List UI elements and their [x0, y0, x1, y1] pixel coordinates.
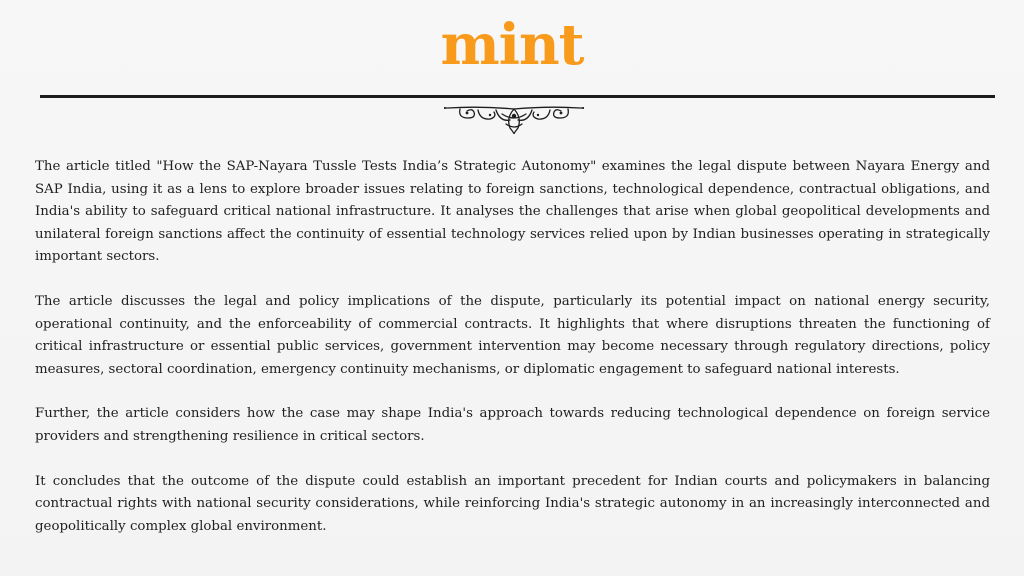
header-rule [40, 95, 995, 98]
paragraph-2: The article discusses the legal and policy implications of the dispute, particularly its potential impact on national energy security, operational continuity, and the enforceability of commercial contracts. It highlights that where disruptions threaten the functioning of critical infrastructure or essential public services, government intervention may become necessary through regulatory directions, policy measures, sectoral coordination, emergency continuity mechanisms, or diplomatic engagement to safeguard national interests. [35, 293, 990, 377]
mint-logo: mint [440, 12, 584, 78]
flourish-divider-icon [440, 100, 588, 136]
article-summary [35, 156, 990, 560]
paragraph-1: The article titled "How the SAP-Nayara Tussle Tests India’s Strategic Autonomy" examines the legal dispute between Nayara Energy and SAP India, using it as a lens to explore broader issues relating to foreign sanctions, technological dependence, contractual obligations, and India's ability to safeguard critical national infrastructure. It analyses the challenges that arise when global geopolitical developments and unilateral foreign sanctions affect the continuity of essential technology services relied upon by Indian businesses operating in strategically important sectors. [35, 159, 990, 265]
paragraph-4: It concludes that the outcome of the dispute could establish an important precedent for Indian courts and policymakers in balancing contractual rights with national security considerations, while reinforcing India's strategic autonomy in an increasingly interconnected and geopolitically complex global environment. [35, 473, 990, 534]
paragraph-3: Further, the article considers how the case may shape India's approach towards reducing technological dependence on foreign service providers and strengthening resilience in critical sectors. [35, 406, 990, 444]
